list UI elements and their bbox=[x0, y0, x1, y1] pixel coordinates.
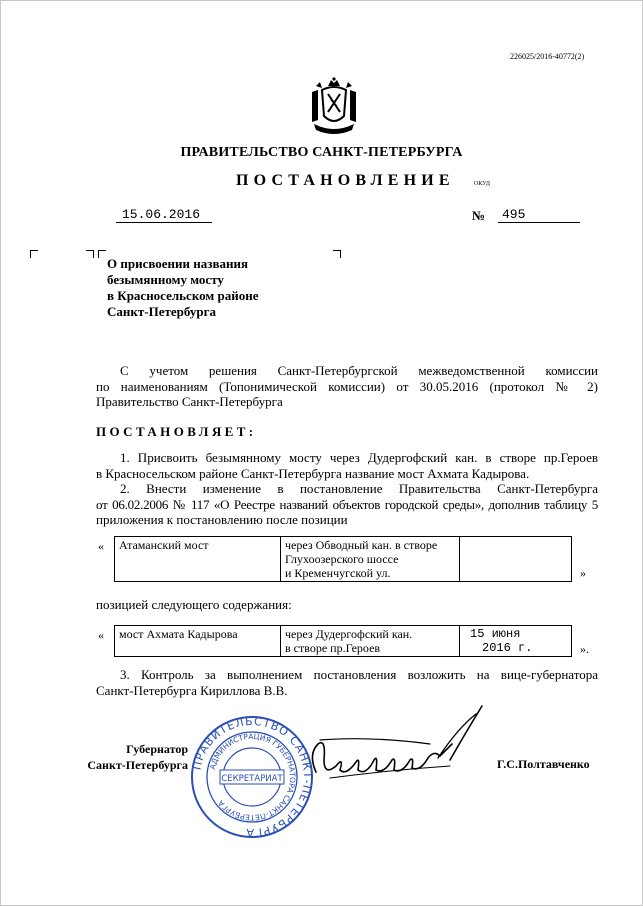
table-cell-date bbox=[460, 626, 572, 657]
handwritten-signature bbox=[300, 700, 500, 790]
item-2-paragraph bbox=[96, 481, 598, 528]
location-line: и Кременчугской ул. bbox=[285, 566, 391, 580]
item-2-line: приложения к постановлению после позиции bbox=[96, 512, 348, 527]
government-title: ПРАВИТЕЛЬСТВО САНКТ-ПЕТЕРБУРГА bbox=[180, 145, 463, 160]
table-cell-location bbox=[281, 626, 460, 657]
table-cell-name: Атаманский мост bbox=[115, 537, 281, 582]
corner-mark bbox=[98, 250, 106, 258]
signatory-title-line: Губернатор bbox=[126, 742, 188, 756]
signatory-name: Г.С.Полтавченко bbox=[497, 757, 590, 771]
subject-line: Санкт-Петербурга bbox=[107, 304, 216, 319]
coat-of-arms-icon bbox=[308, 76, 360, 138]
document-number: 495 bbox=[498, 207, 580, 223]
date-line: 2016 г. bbox=[482, 641, 533, 655]
signatory-title bbox=[70, 741, 188, 773]
following-line: позицией следующего содержания: bbox=[96, 597, 292, 612]
item-2-line: 2. Внести изменение в постановление Правительства Санкт-Петербурга bbox=[120, 481, 598, 496]
table-row bbox=[115, 537, 572, 582]
registry-table-existing bbox=[114, 536, 572, 582]
following-text bbox=[96, 597, 598, 613]
open-quote: « bbox=[98, 628, 104, 642]
date-line: 15 июня bbox=[470, 627, 521, 641]
item-1-paragraph bbox=[96, 450, 598, 481]
table-cell-date bbox=[460, 537, 572, 582]
item-3-line: 3. Контроль за выполнением постановления возложить на вице-губернатора bbox=[120, 667, 598, 682]
item-1-line: в Красносельском районе Санкт-Петербурга название мост Ахмата Кадырова. bbox=[96, 465, 530, 481]
document-type-heading: ПОСТАНОВЛЕНИЕ bbox=[236, 172, 455, 189]
subject-line: в Красносельском районе bbox=[107, 288, 259, 303]
document-date: 15.06.2016 bbox=[116, 207, 212, 223]
corner-mark bbox=[86, 250, 94, 258]
subject-line: безымянному мосту bbox=[107, 272, 224, 287]
stamp-outer-text: ПРАВИТЕЛЬСТВО САНКТ-ПЕТЕРБУРГА bbox=[190, 715, 314, 839]
table-cell-name: мост Ахмата Кадырова bbox=[115, 626, 281, 657]
decree-heading: ПОСТАНОВЛЯЕТ: bbox=[96, 424, 257, 439]
preamble-line: Правительство Санкт-Петербурга bbox=[96, 394, 283, 409]
location-line: Глухоозерского шоссе bbox=[285, 552, 399, 566]
location-line: через Обводный кан. в створе bbox=[285, 538, 438, 552]
table-cell-location bbox=[281, 537, 460, 582]
table-row bbox=[115, 626, 572, 657]
close-quote: ». bbox=[580, 642, 589, 656]
secretariat-stamp bbox=[190, 715, 314, 839]
preamble-line: по наименованиям (Топонимической комиссии) от 30.05.2016 (протокол № 2) bbox=[96, 378, 598, 394]
registry-table-new bbox=[114, 625, 572, 657]
item-3-line: Санкт-Петербурга Кириллова В.В. bbox=[96, 682, 288, 698]
number-sign: № bbox=[472, 208, 486, 223]
corner-mark bbox=[30, 250, 38, 258]
stamp-inner-text: АДМИНИСТРАЦИЯ ГУБЕРНАТОРА САНКТ-ПЕТЕРБУРГА bbox=[207, 731, 298, 823]
item-1-line: 1. Присвоить безымянному мосту через Дудергофский кан. в створе пр.Героев bbox=[120, 450, 598, 465]
okud-label: ОКУД bbox=[474, 181, 490, 187]
close-quote: » bbox=[580, 566, 586, 580]
subject-line: О присвоении названия bbox=[107, 256, 249, 271]
item-3-paragraph bbox=[96, 667, 598, 698]
location-line: через Дудергофский кан. bbox=[285, 627, 413, 641]
document-registration-number: 226025/2016-40772(2) bbox=[510, 52, 585, 61]
preamble-line: С учетом решения Санкт-Петербургской межведомственной комиссии bbox=[120, 363, 598, 378]
corner-mark bbox=[333, 250, 341, 258]
item-2-line: от 06.02.2006 № 117 «О Реестре названий объектов городской среды», дополнив таблицу 5 bbox=[96, 496, 598, 512]
stamp-center-text: СЕКРЕТАРИАТ bbox=[221, 774, 283, 784]
open-quote: « bbox=[98, 539, 104, 553]
signatory-title-line: Санкт-Петербурга bbox=[87, 758, 188, 772]
location-line: в створе пр.Героев bbox=[285, 641, 381, 655]
preamble-paragraph bbox=[96, 363, 598, 410]
subject-block bbox=[107, 256, 258, 320]
